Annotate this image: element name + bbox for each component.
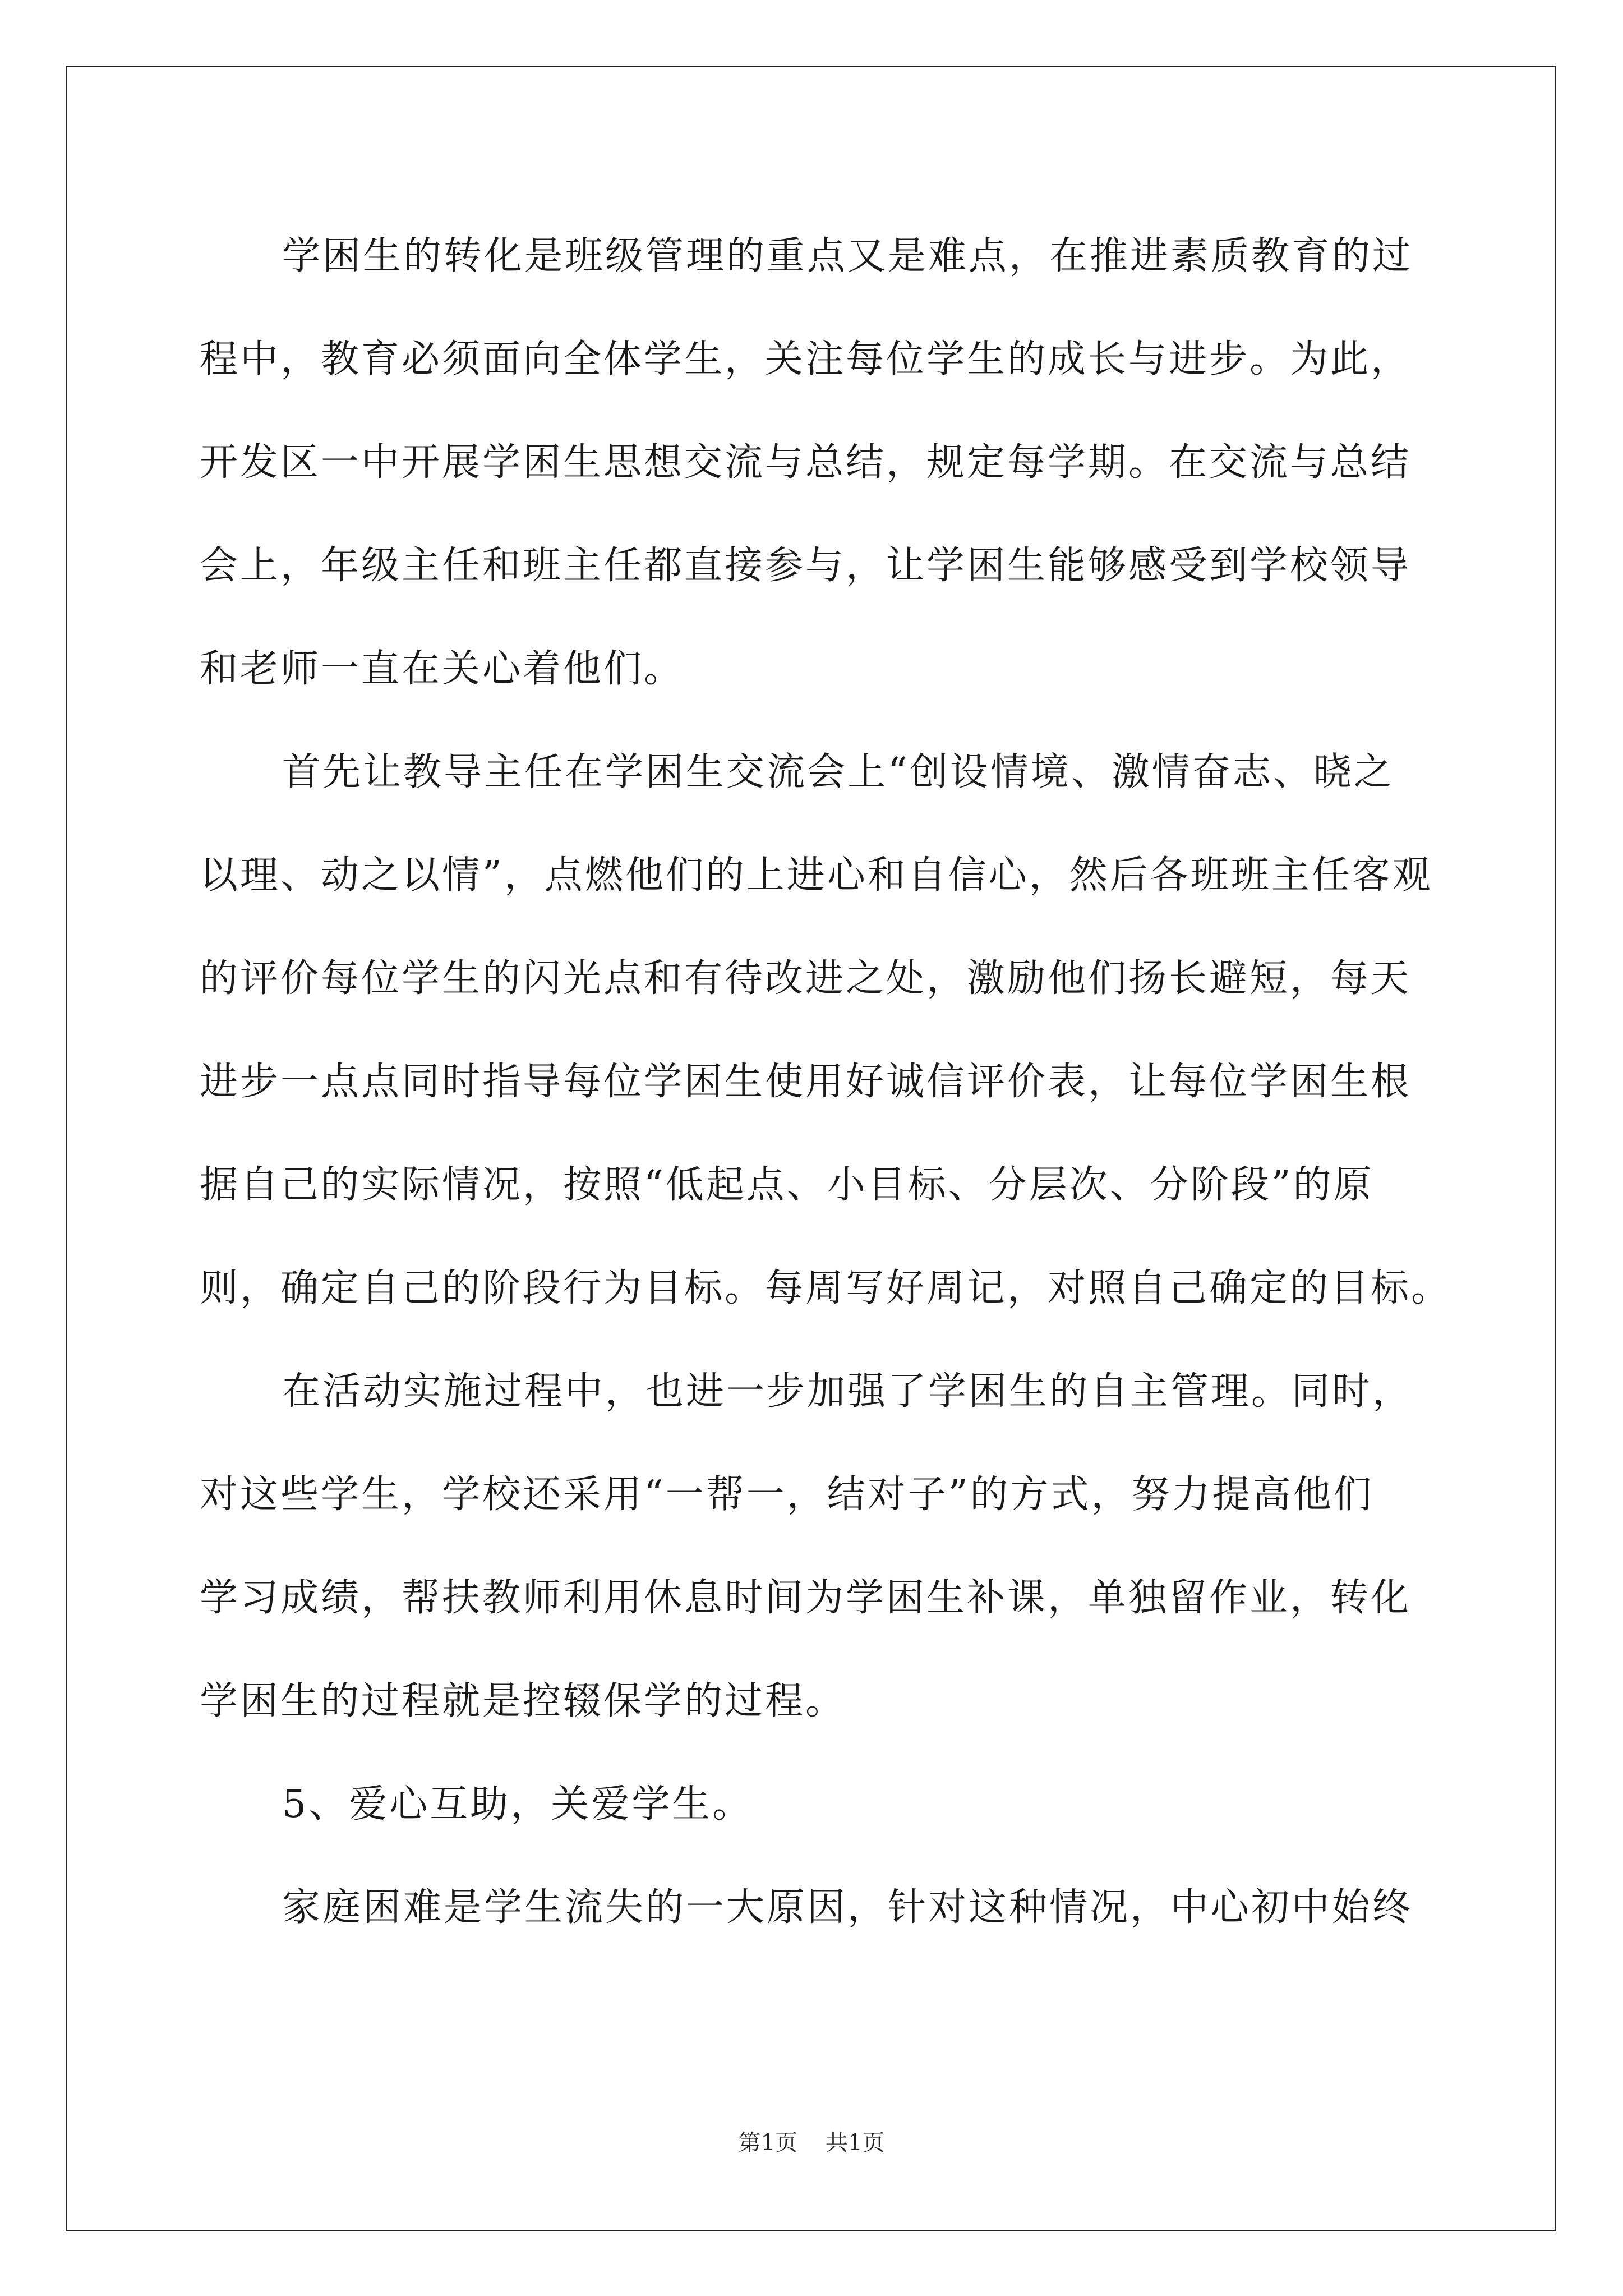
text-line-5: 和老师一直在关心着他们。 xyxy=(200,647,685,691)
text-line-14: 学习成绩，帮扶教师利用休息时间为学困生补课，单独留作业，转化 xyxy=(200,1576,1412,1620)
page-number-current: 第1页 xyxy=(738,2130,797,2156)
page-footer xyxy=(0,2129,1623,2157)
text-line-16: 5、爱心互助，关爱学生。 xyxy=(282,1782,753,1826)
text-line-9: 进步一点点同时指导每位学困生使用好诚信评价表，让每位学困生根 xyxy=(200,1060,1412,1104)
text-line-13: 对这些学生，学校还采用“一帮一，结对子”的方式，努力提高他们 xyxy=(200,1473,1374,1517)
text-line-1: 学困生的转化是班级管理的重点又是难点，在推进素质教育的过 xyxy=(282,234,1413,278)
text-line-17: 家庭困难是学生流失的一大原因，针对这种情况，中心初中始终 xyxy=(282,1885,1413,1930)
text-line-6: 首先让教导主任在学困生交流会上“创设情境、激情奋志、晓之 xyxy=(282,750,1394,794)
text-line-3: 开发区一中开展学困生思想交流与总结，规定每学期。在交流与总结 xyxy=(200,440,1412,485)
text-line-7: 以理、动之以情”，点燃他们的上进心和自信心，然后各班班主任客观 xyxy=(200,853,1433,898)
text-line-11: 则，确定自己的阶段行为目标。每周写好周记，对照自己确定的目标。 xyxy=(200,1266,1452,1310)
text-line-12: 在活动实施过程中，也进一步加强了学困生的自主管理。同时， xyxy=(282,1369,1413,1414)
page-number-total: 共1页 xyxy=(826,2130,885,2156)
document-body xyxy=(200,205,1452,1959)
text-line-10: 据自己的实际情况，按照“低起点、小目标、分层次、分阶段”的原 xyxy=(200,1163,1374,1207)
text-line-2: 程中，教育必须面向全体学生，关注每位学生的成长与进步。为此， xyxy=(200,337,1412,381)
text-line-8: 的评价每位学生的闪光点和有待改进之处，激励他们扬长避短，每天 xyxy=(200,956,1412,1001)
text-line-15: 学困生的过程就是控辍保学的过程。 xyxy=(200,1679,846,1723)
text-line-4: 会上，年级主任和班主任都直接参与，让学困生能够感受到学校领导 xyxy=(200,544,1412,588)
